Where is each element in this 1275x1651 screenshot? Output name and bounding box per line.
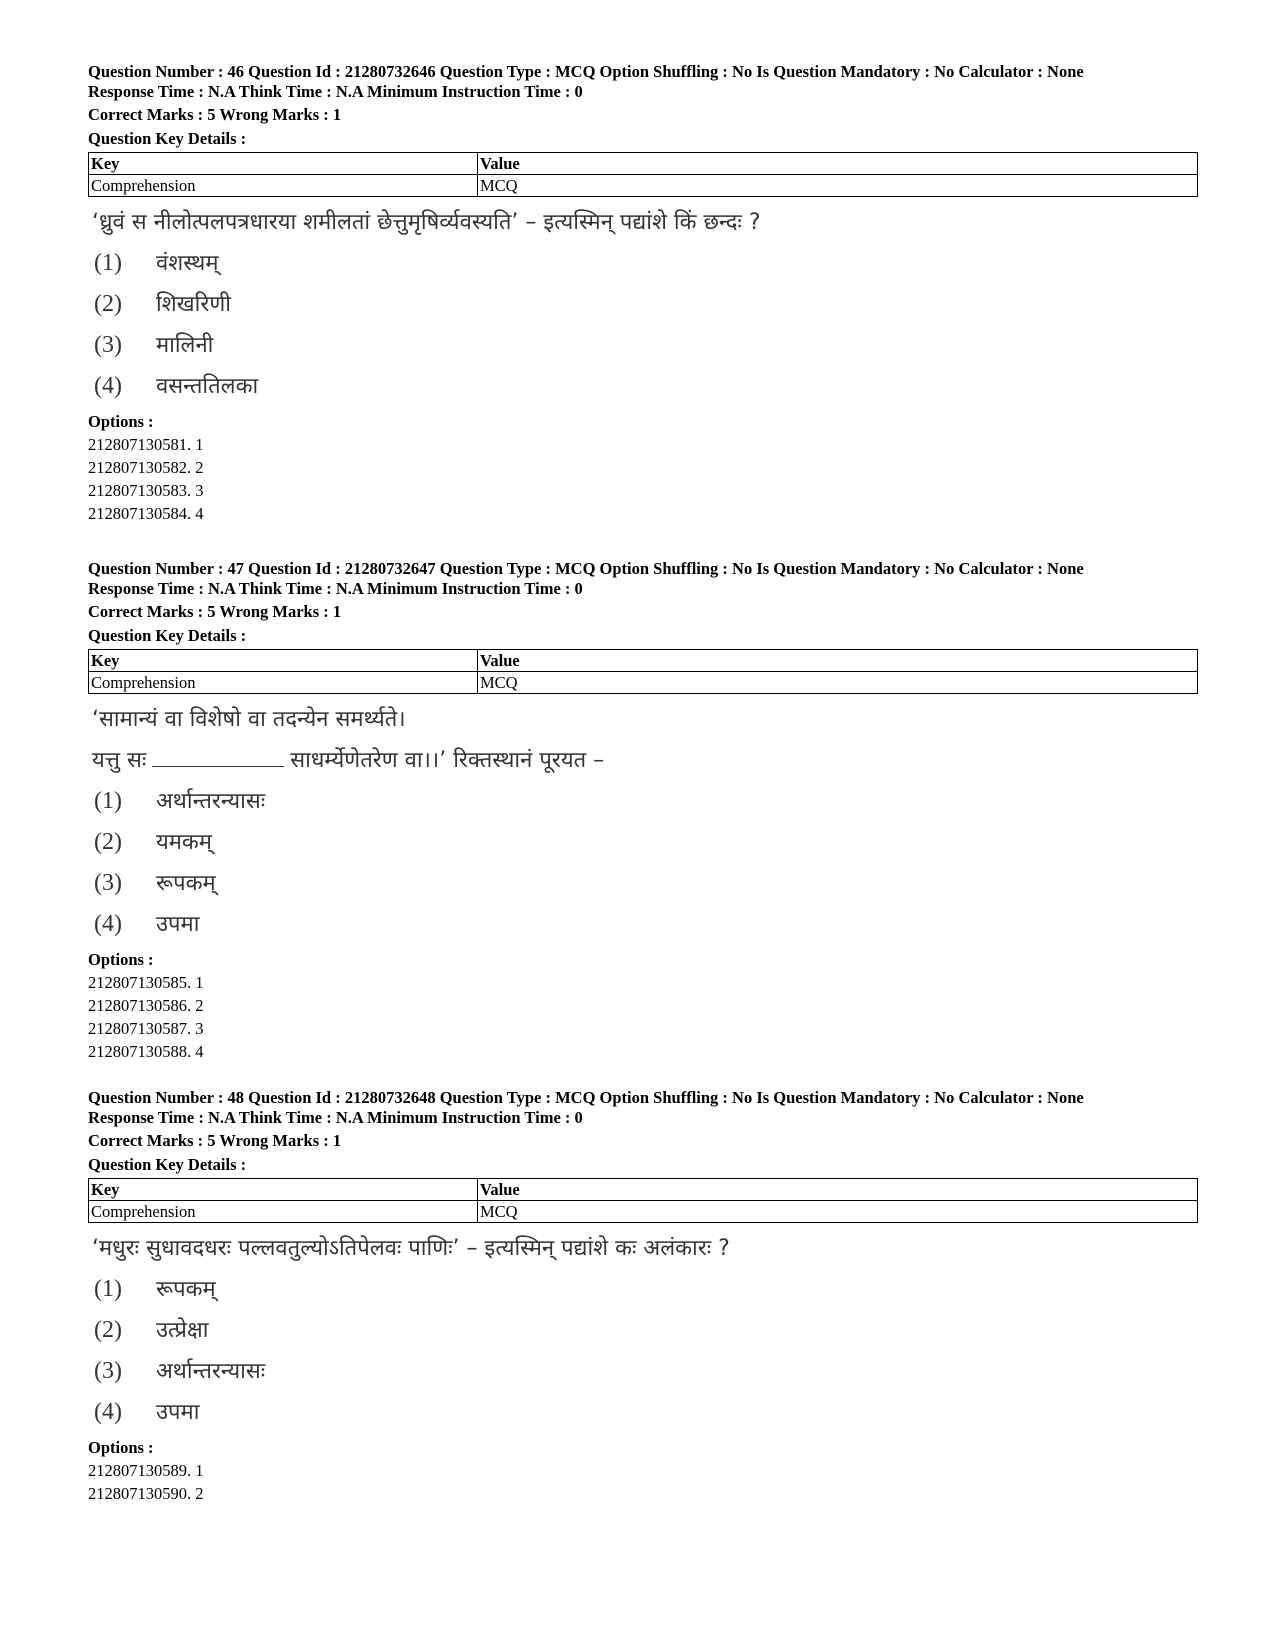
choice-text: शिखरिणी (156, 292, 231, 317)
choice-text: यमकम् (156, 830, 212, 855)
option-line: 212807130586. 2 (88, 996, 204, 1015)
option-line: 212807130590. 2 (88, 1484, 204, 1503)
key-header: Key (89, 1179, 478, 1201)
choice-number: (3) (94, 332, 122, 358)
option-line: 212807130581. 1 (88, 435, 204, 454)
question-text: ‘ध्रुवं स नीलोत्पलपत्रधारया शमीलतां छेत्तुमृषिर्व्यवस्यति’ – इत्यस्मिन् पद्यांशे किं छन्दः ? (92, 210, 761, 235)
choice-number: (2) (94, 829, 122, 855)
table-header-row (89, 650, 1198, 672)
key-details-table (88, 649, 1198, 694)
choice-number: (1) (94, 250, 122, 276)
choice-text: वसन्ततिलका (156, 374, 259, 399)
key-details-table (88, 1178, 1198, 1223)
key-cell: Comprehension (89, 175, 478, 197)
table-row (89, 175, 1198, 197)
choice-number: (2) (94, 291, 122, 317)
choice-text: रूपकम् (156, 1277, 216, 1302)
value-cell: MCQ (478, 672, 1198, 694)
table-header-row (89, 1179, 1198, 1201)
choice-item (88, 1351, 1198, 1392)
value-header: Value (478, 650, 1198, 672)
marks-line: Correct Marks : 5 Wrong Marks : 1 (88, 105, 342, 124)
choice-item (88, 822, 1198, 863)
choice-number: (3) (94, 870, 122, 896)
question-meta (88, 1088, 1198, 1174)
choice-number: (2) (94, 1317, 122, 1343)
response-time-line: Response Time : N.A Think Time : N.A Minimum Instruction Time : 0 (88, 81, 583, 101)
key-cell: Comprehension (89, 1201, 478, 1223)
choice-item (88, 366, 1198, 407)
key-details-label: Question Key Details : (88, 625, 247, 645)
choice-item (88, 325, 1198, 366)
choice-number: (1) (94, 1276, 122, 1302)
key-cell: Comprehension (89, 672, 478, 694)
question-meta (88, 559, 1198, 645)
table-row (89, 672, 1198, 694)
question-meta (88, 62, 1198, 148)
question-block-48 (88, 1088, 1198, 1505)
marks-line: Correct Marks : 5 Wrong Marks : 1 (88, 1131, 342, 1150)
choice-number: (4) (94, 1399, 122, 1425)
choice-number: (4) (94, 911, 122, 937)
option-line: 212807130587. 3 (88, 1019, 204, 1038)
response-time-line: Response Time : N.A Think Time : N.A Minimum Instruction Time : 0 (88, 578, 583, 598)
choice-text: उपमा (156, 1400, 200, 1425)
key-details-label: Question Key Details : (88, 1154, 247, 1174)
option-line: 212807130583. 3 (88, 481, 204, 500)
value-cell: MCQ (478, 1201, 1198, 1223)
choice-text: उपमा (156, 912, 200, 937)
options-label: Options : (88, 412, 154, 431)
options-label: Options : (88, 950, 154, 969)
option-line: 212807130588. 4 (88, 1042, 204, 1061)
key-header: Key (89, 650, 478, 672)
question-meta-line: Question Number : 47 Question Id : 21280732647 Question Type : MCQ Option Shuffling : No Is Question Mandatory : No Calculator : None (88, 559, 1084, 578)
question-text-part: यत्तु सः (92, 748, 147, 773)
question-block-46 (88, 62, 1198, 525)
marks-line: Correct Marks : 5 Wrong Marks : 1 (88, 602, 342, 621)
key-details-label: Question Key Details : (88, 128, 247, 148)
question-meta-line: Question Number : 46 Question Id : 21280732646 Question Type : MCQ Option Shuffling : No Is Question Mandatory : No Calculator : None (88, 62, 1084, 81)
table-header-row (89, 153, 1198, 175)
value-cell: MCQ (478, 175, 1198, 197)
choice-text: उत्प्रेक्षा (156, 1318, 209, 1343)
choice-item (88, 1392, 1198, 1433)
fill-blank (152, 740, 284, 767)
option-line: 212807130589. 1 (88, 1461, 204, 1480)
option-line: 212807130584. 4 (88, 504, 204, 523)
choice-text: अर्थान्तरन्यासः (156, 789, 266, 814)
option-line: 212807130582. 2 (88, 458, 204, 477)
choice-item (88, 904, 1198, 945)
key-details-table (88, 152, 1198, 197)
value-header: Value (478, 153, 1198, 175)
choice-item (88, 243, 1198, 284)
question-text: ‘मधुरः सुधावदधरः पल्लवतुल्योऽतिपेलवः पाणिः’ – इत्यस्मिन् पद्यांशे कः अलंकारः ? (92, 1236, 730, 1261)
question-block-47 (88, 559, 1198, 1063)
choice-item (88, 1269, 1198, 1310)
response-time-line: Response Time : N.A Think Time : N.A Minimum Instruction Time : 0 (88, 1107, 583, 1127)
choice-text: मालिनी (156, 333, 214, 358)
choice-item (88, 781, 1198, 822)
choice-text: वंशस्थम् (156, 251, 219, 276)
options-label: Options : (88, 1438, 154, 1457)
choice-text: अर्थान्तरन्यासः (156, 1359, 266, 1384)
value-header: Value (478, 1179, 1198, 1201)
choice-item (88, 863, 1198, 904)
choice-number: (4) (94, 373, 122, 399)
question-text-line-2 (88, 740, 1198, 781)
choice-number: (3) (94, 1358, 122, 1384)
question-text: ‘सामान्यं वा विशेषो वा तदन्येन समर्थ्यते। (92, 707, 406, 732)
question-meta-line: Question Number : 48 Question Id : 21280732648 Question Type : MCQ Option Shuffling : No Is Question Mandatory : No Calculator : None (88, 1088, 1084, 1107)
question-text-part: साधर्म्येणेतरेण वा।।’ रिक्तस्थानं पूरयत – (290, 748, 605, 773)
choice-item (88, 284, 1198, 325)
choice-number: (1) (94, 788, 122, 814)
key-header: Key (89, 153, 478, 175)
choice-text: रूपकम् (156, 871, 216, 896)
choice-item (88, 1310, 1198, 1351)
option-line: 212807130585. 1 (88, 973, 204, 992)
table-row (89, 1201, 1198, 1223)
